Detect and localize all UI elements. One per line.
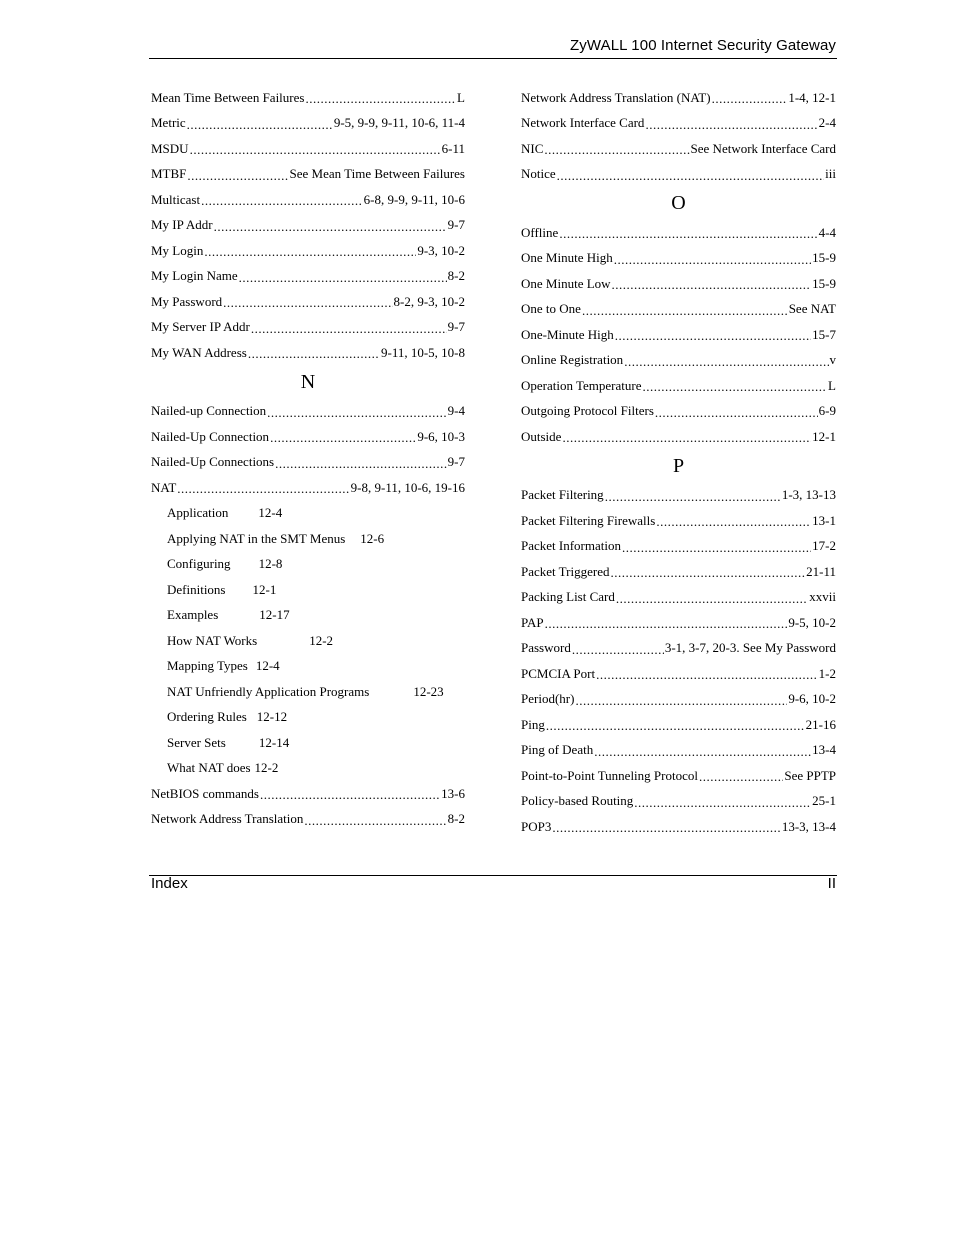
index-page-reference: L [828, 377, 836, 393]
index-term: Ping [521, 716, 545, 732]
index-page-reference: v [829, 352, 836, 368]
index-subentry [151, 603, 465, 629]
index-term: Nailed-up Connection [151, 403, 267, 419]
dot-leader [187, 169, 288, 182]
dot-leader [544, 143, 689, 156]
index-term: One-Minute High [521, 326, 614, 342]
index-entry [151, 264, 465, 290]
index-entry [521, 399, 836, 425]
index-page-reference: 9-8, 9-11, 10-6, 19-16 [350, 479, 465, 495]
index-entry [521, 559, 836, 585]
index-term: One to One [521, 301, 581, 317]
index-page-reference: 12-1 [812, 428, 836, 444]
index-page-reference: 12-4 [258, 505, 283, 521]
index-term: Packet Triggered [521, 563, 610, 579]
index-page-reference: 2-4 [818, 115, 836, 131]
index-subentry [151, 501, 465, 527]
index-page-reference: 9-3, 10-2 [417, 242, 465, 258]
index-page-reference: 9-7 [447, 217, 465, 233]
dot-leader [201, 194, 363, 207]
index-entry [521, 789, 836, 815]
index-page-reference: 12-1 [252, 581, 277, 597]
index-page-reference: 15-9 [812, 275, 836, 291]
index-subentry [151, 526, 465, 552]
index-page-reference: 4-4 [818, 224, 836, 240]
index-page-reference: 6-8, 9-9, 9-11, 10-6 [363, 191, 465, 207]
index-term: One Minute High [521, 250, 613, 266]
dot-leader [275, 457, 447, 470]
index-page-reference: 12-17 [259, 607, 290, 623]
index-page-reference: 12-4 [255, 658, 280, 674]
index-entry [151, 213, 465, 239]
index-group-p [521, 483, 836, 840]
index-page-reference: 12-2 [254, 760, 279, 776]
index-page-reference: 12-14 [258, 734, 290, 750]
index-term: Password [521, 640, 571, 656]
index-term: Policy-based Routing [521, 793, 634, 809]
index-term: Multicast [151, 191, 201, 207]
dot-leader [545, 617, 788, 630]
dot-leader [605, 490, 781, 503]
index-term: Nailed-Up Connections [151, 454, 275, 470]
dot-leader [260, 788, 440, 801]
index-subentry [151, 730, 465, 756]
index-entry [521, 814, 836, 840]
index-term: My Login [151, 242, 204, 258]
index-entry [521, 348, 836, 374]
index-entry [521, 136, 836, 162]
dot-leader [615, 329, 811, 342]
index-term: Notice [521, 166, 556, 182]
index-page-reference: 8-2 [447, 811, 465, 827]
section-letter-p: P [672, 454, 685, 477]
index-page-reference: 12-2 [309, 632, 334, 648]
index-term: Online Registration [521, 352, 624, 368]
index-subentry [151, 705, 465, 731]
dot-leader [634, 796, 811, 809]
index-page-reference: L [457, 89, 465, 105]
index-entry [521, 687, 836, 713]
index-page-reference: 1-2 [818, 665, 836, 681]
index-entry [151, 424, 465, 450]
index-term: Metric [151, 115, 186, 131]
index-page-reference: 6-11 [441, 140, 465, 156]
dot-leader [610, 566, 805, 579]
index-term: Packing List Card [521, 589, 615, 605]
index-term: Configuring [167, 556, 231, 572]
index-term: Network Address Translation [151, 811, 304, 827]
index-term: Point-to-Point Tunneling Protocol [521, 767, 698, 783]
index-group-n-continued [151, 781, 465, 832]
index-entry [151, 111, 465, 137]
dot-leader [177, 482, 349, 495]
index-term: PAP [521, 614, 544, 630]
index-subentry [151, 577, 465, 603]
dot-leader [616, 592, 808, 605]
index-entry [151, 162, 465, 188]
index-entry [151, 450, 465, 476]
index-term: My IP Addr [151, 217, 213, 233]
index-term: One Minute Low [521, 275, 611, 291]
index-entry [151, 238, 465, 264]
footer-rule [149, 875, 837, 876]
dot-leader [270, 431, 416, 444]
index-page-reference: See Mean Time Between Failures [289, 166, 465, 182]
index-page-reference: 9-6, 10-2 [788, 691, 836, 707]
index-entry [151, 85, 465, 111]
index-page-reference: 1-3, 13-13 [781, 487, 836, 503]
dot-leader [546, 719, 805, 732]
dot-leader [575, 694, 787, 707]
dot-leader [190, 143, 441, 156]
index-page-reference: 13-1 [812, 512, 836, 528]
index-page-reference: 9-5, 9-9, 9-11, 10-6, 11-4 [333, 115, 465, 131]
index-term: POP3 [521, 818, 552, 834]
footer-section-label: Index [151, 875, 188, 892]
index-page-reference: 9-7 [447, 454, 465, 470]
index-page-reference: 8-2 [447, 268, 465, 284]
index-group-n [151, 399, 465, 501]
dot-leader [712, 92, 788, 105]
footer-page-number: II [827, 875, 836, 892]
dot-leader [655, 406, 818, 419]
index-entry [521, 424, 836, 450]
index-page-reference: See Network Interface Card [690, 140, 836, 156]
dot-leader [267, 406, 446, 419]
dot-leader [624, 355, 828, 368]
index-term: My Login Name [151, 268, 238, 284]
index-term: Applying NAT in the SMT Menus [167, 530, 346, 546]
index-page-reference: iii [825, 166, 836, 182]
index-term: Network Address Translation (NAT) [521, 89, 711, 105]
index-page-reference: 9-4 [447, 403, 465, 419]
index-subentry [151, 756, 465, 782]
index-term: My Server IP Addr [151, 319, 250, 335]
index-page-reference: 15-9 [812, 250, 836, 266]
index-page-reference: 9-6, 10-3 [417, 428, 465, 444]
index-entry [521, 661, 836, 687]
index-subentry [151, 552, 465, 578]
index-page-reference: 21-11 [806, 563, 836, 579]
index-page-reference: 9-11, 10-5, 10-8 [380, 344, 465, 360]
dot-leader [223, 296, 392, 309]
dot-leader [239, 271, 447, 284]
index-entry [521, 483, 836, 509]
index-term: Outgoing Protocol Filters [521, 403, 654, 419]
index-term: Nailed-Up Connection [151, 428, 270, 444]
index-page-reference: 9-7 [447, 319, 465, 335]
index-term: Period(hr) [521, 691, 575, 707]
dot-leader [594, 745, 811, 758]
dot-leader [562, 431, 811, 444]
index-entry [521, 508, 836, 534]
index-term: NIC [521, 140, 544, 156]
index-term: Application [167, 505, 229, 521]
index-term: Mapping Types [167, 658, 248, 674]
index-entry [151, 136, 465, 162]
dot-leader [204, 245, 416, 258]
index-page-reference: 21-16 [805, 716, 836, 732]
index-page-reference: 12-12 [256, 709, 288, 725]
index-term: Packet Filtering Firewalls [521, 512, 656, 528]
index-entry [521, 297, 836, 323]
index-entry [521, 712, 836, 738]
index-term: NAT [151, 479, 177, 495]
index-entry [521, 763, 836, 789]
index-entry [521, 85, 836, 111]
index-entry [521, 585, 836, 611]
page-header-title: ZyWALL 100 Internet Security Gateway [570, 37, 836, 54]
index-entry [521, 162, 836, 188]
dot-leader [214, 220, 447, 233]
index-term: Ping of Death [521, 742, 594, 758]
dot-leader [622, 541, 811, 554]
index-group-m [151, 85, 465, 366]
index-term: Definitions [167, 581, 226, 597]
index-term: My WAN Address [151, 344, 247, 360]
index-page-reference: See NAT [788, 301, 836, 317]
index-page-reference: 12-6 [360, 530, 385, 546]
index-entry [521, 636, 836, 662]
section-letter-o: O [671, 192, 686, 214]
dot-leader [187, 118, 333, 131]
index-term: My Password [151, 293, 223, 309]
index-entry [151, 781, 465, 807]
index-page-reference: 6-9 [818, 403, 836, 419]
index-entry [521, 111, 836, 137]
index-term: MTBF [151, 166, 187, 182]
index-page-reference: 12-8 [258, 556, 283, 572]
dot-leader [251, 322, 447, 335]
index-page-reference: 13-4 [812, 742, 836, 758]
index-entry [151, 315, 465, 341]
index-entry [521, 610, 836, 636]
dot-leader [643, 380, 828, 393]
dot-leader [559, 227, 817, 240]
index-term: Mean Time Between Failures [151, 89, 305, 105]
index-term: Offline [521, 224, 559, 240]
index-group-o [521, 220, 836, 450]
index-entry [151, 807, 465, 833]
dot-leader [305, 92, 456, 105]
index-page-reference: 8-2, 9-3, 10-2 [393, 293, 465, 309]
index-term: How NAT Works [167, 632, 258, 648]
index-entry [521, 271, 836, 297]
index-term: Server Sets [167, 734, 226, 750]
index-term: NAT Unfriendly Application Programs [167, 683, 370, 699]
index-entry [521, 373, 836, 399]
index-entry [521, 738, 836, 764]
dot-leader [699, 770, 783, 783]
index-entry [521, 246, 836, 272]
dot-leader [582, 304, 788, 317]
index-subentry [151, 628, 465, 654]
index-page-reference: 1-4, 12-1 [788, 89, 836, 105]
index-term: NetBIOS commands [151, 785, 259, 801]
index-term: Operation Temperature [521, 377, 642, 393]
index-term: Outside [521, 428, 562, 444]
section-letter-n: N [300, 370, 316, 393]
dot-leader [557, 169, 825, 182]
index-page-reference: 25-1 [812, 793, 836, 809]
dot-leader [656, 515, 811, 528]
index-entry [151, 289, 465, 315]
dot-leader [596, 668, 818, 681]
index-page-reference: 17-2 [812, 538, 836, 554]
index-term: Packet Filtering [521, 487, 604, 503]
index-term: MSDU [151, 140, 189, 156]
index-term: Packet Information [521, 538, 621, 554]
index-group-n-right [521, 85, 836, 187]
index-term: What NAT does [167, 760, 251, 776]
index-term: PCMCIA Port [521, 665, 596, 681]
index-column-right [521, 85, 836, 840]
index-entry [151, 340, 465, 366]
index-page-reference: 12-23 [413, 683, 444, 699]
index-page-reference: 9-5, 10-2 [788, 614, 836, 630]
dot-leader [572, 643, 664, 656]
index-entry [151, 475, 465, 501]
index-page-reference: 3-1, 3-7, 20-3. See My Password [664, 640, 836, 656]
index-entry [521, 534, 836, 560]
index-page-reference: 15-7 [812, 326, 836, 342]
nat-subentries [151, 501, 465, 782]
index-term: Examples [167, 607, 219, 623]
index-subentry [151, 654, 465, 680]
dot-leader [552, 821, 780, 834]
index-term: Ordering Rules [167, 709, 247, 725]
index-entry [151, 187, 465, 213]
dot-leader [248, 347, 380, 360]
index-page-reference: 13-6 [441, 785, 465, 801]
index-entry [521, 220, 836, 246]
index-page-reference: 13-3, 13-4 [781, 818, 836, 834]
dot-leader [304, 814, 446, 827]
index-page-reference: See PPTP [784, 767, 836, 783]
dot-leader [612, 278, 812, 291]
dot-leader [645, 118, 817, 131]
index-column-left [151, 85, 465, 832]
index-entry [521, 322, 836, 348]
index-subentry [151, 679, 465, 705]
index-term: Network Interface Card [521, 115, 645, 131]
index-page-reference: xxvii [809, 589, 836, 605]
header-rule [149, 58, 837, 59]
index-entry [151, 399, 465, 425]
dot-leader [614, 253, 811, 266]
